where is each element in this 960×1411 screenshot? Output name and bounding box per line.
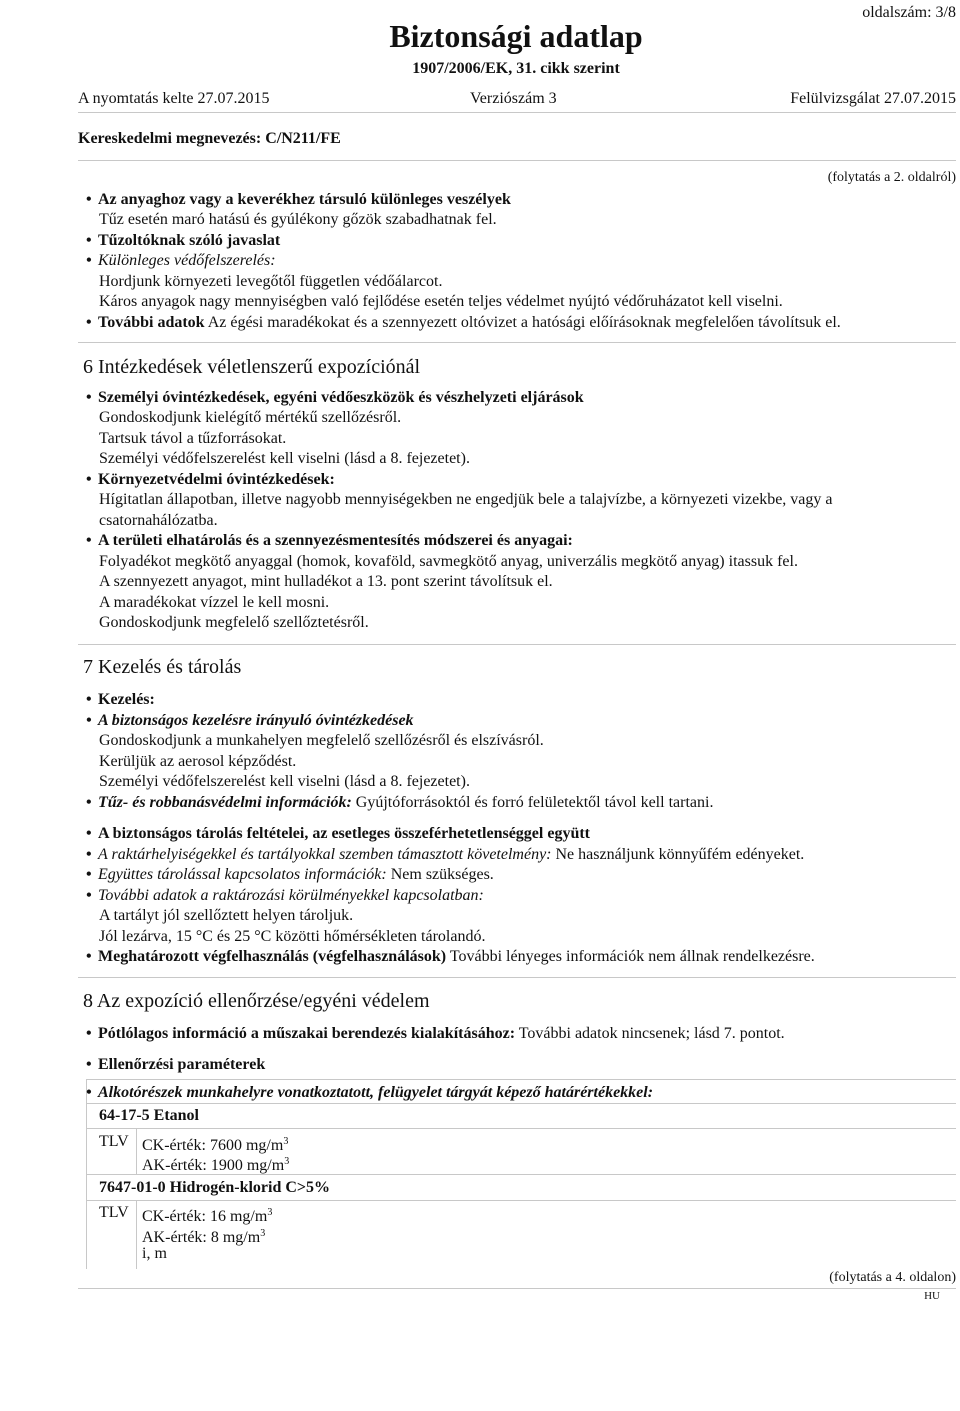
- containment-text-2: A szennyezett anyagot, mint hulladékot a 13. pont szerint távolítsuk el.: [99, 573, 553, 590]
- storage-heading: • A biztonságos tárolás feltételei, az esetleges összeférhetetlenséggel együtt: [99, 824, 590, 844]
- safe-handling-heading: • A biztonságos kezelésre irányuló óvintézkedések: [99, 711, 414, 731]
- table-row-border: [86, 1103, 956, 1104]
- unit-exponent: 3: [267, 1207, 273, 1218]
- substance-hydrogen-chloride: 7647-01-0 Hidrogén-klorid C>5%: [99, 1179, 331, 1196]
- continued-to-note: (folytatás a 4. oldalon): [829, 1270, 956, 1285]
- header-divider: [78, 112, 956, 113]
- section-divider: [78, 644, 956, 645]
- personal-precautions-2: Tartsuk távol a tűzforrásokat.: [99, 430, 287, 447]
- ethanol-ak-text: AK-érték: 1900 mg/m: [142, 1157, 285, 1174]
- fire-protection-line: [99, 793, 713, 813]
- limit-values-heading: • Alkotórészek munkahelyre vonatkoztatott, felügyelet tárgyát képező határértékekkel:: [99, 1083, 653, 1103]
- joint-storage-heading: Együttes tárolással kapcsolatos információk:: [98, 866, 387, 883]
- special-hazards-text: Tűz esetén maró hatású és gyúlékony gőzök szabadhatnak fel.: [99, 211, 497, 228]
- special-hazards-heading: • Az anyaghoz vagy a keverékhez társuló különleges veszélyek: [99, 190, 511, 210]
- further-data-text: Az égési maradékokat és a szennyezett oltóvizet a hatósági előírásoknak megfelelően távolítsuk el.: [204, 314, 841, 331]
- section-6-title: 6 Intézkedések véletlenszerű expozíciónál: [83, 356, 421, 378]
- revision-date: Felülvizsgálat 27.07.2015: [790, 90, 956, 107]
- unit-exponent: 3: [260, 1228, 266, 1239]
- storage-further-2: Jól lezárva, 15 °C és 25 °C közötti hőmérsékleten tárolandó.: [99, 928, 486, 945]
- additional-info-heading: Pótlólagos információ a műszakai berendezés kialakításához:: [98, 1025, 516, 1042]
- print-date: A nyomtatás kelte 27.07.2015: [78, 90, 270, 107]
- end-use-text: További lényeges információk nem állnak rendelkezésre.: [446, 948, 815, 965]
- hcl-ck-text: CK-érték: 16 mg/m: [142, 1208, 268, 1225]
- document-subtitle: 1907/2006/EK, 31. cikk szerint: [412, 60, 620, 77]
- unit-exponent: 3: [284, 1156, 290, 1167]
- end-use-line: [99, 947, 815, 967]
- ppe-text-2: Káros anyagok nagy mennyiségben való fejlődése esetén teljes védelmet nyújtó védőruházatot kell viselni.: [99, 293, 783, 310]
- page-number: oldalszám: 3/8: [862, 4, 956, 21]
- section-8-title: 8 Az expozíció ellenőrzése/egyéni védelem: [83, 990, 430, 1012]
- ethanol-ck-text: CK-érték: 7600 mg/m: [142, 1137, 284, 1154]
- containment-text-3: A maradékokat vízzel le kell mosni.: [99, 594, 330, 611]
- hcl-limit-type: TLV: [99, 1204, 129, 1221]
- containment-heading: • A területi elhatárolás és a szennyezésmentesítés módszerei és anyagai:: [99, 531, 573, 551]
- substance-ethanol: 64-17-5 Etanol: [99, 1107, 199, 1124]
- storage-requirement-line: [99, 845, 804, 865]
- table-row-border: [86, 1174, 956, 1175]
- table-column-divider: [136, 1200, 137, 1269]
- containment-text-1: Folyadékot megkötő anyaggal (homok, kovaföld, savmegkötő anyag, univerzális megkötő anyag) itassuk fel.: [99, 553, 798, 570]
- section-divider: [78, 342, 956, 343]
- end-use-heading: Meghatározott végfelhasználás (végfelhasználások): [98, 948, 447, 965]
- document-title: Biztonsági adatlap: [389, 18, 643, 54]
- handling-heading: • Kezelés:: [99, 690, 155, 710]
- ethanol-limit-type: TLV: [99, 1133, 129, 1150]
- table-row-border: [86, 1128, 956, 1129]
- additional-info-line: [99, 1024, 785, 1044]
- firefighters-heading: • Tűzoltóknak szóló javaslat: [99, 231, 280, 251]
- personal-precautions-1: Gondoskodjunk kielégítő mértékű szellőzésről.: [99, 409, 402, 426]
- hcl-ak-text: AK-érték: 8 mg/m: [142, 1229, 261, 1246]
- table-column-divider: [136, 1128, 137, 1174]
- further-data-heading: További adatok: [98, 314, 205, 331]
- additional-info-text: További adatok nincsenek; lásd 7. pontot.: [515, 1025, 785, 1042]
- unit-exponent: 3: [283, 1136, 289, 1147]
- language-code: HU: [924, 1290, 940, 1302]
- footer-divider: [78, 1288, 956, 1289]
- personal-precautions-3: Személyi védőfelszerelést kell viselni (lásd a 8. fejezetet).: [99, 450, 470, 467]
- table-top-border: [86, 1079, 956, 1080]
- personal-precautions-heading: • Személyi óvintézkedések, egyéni védőeszközök és vészhelyzeti eljárások: [99, 388, 584, 408]
- safe-handling-3: Személyi védőfelszerelést kell viselni (lásd a 8. fejezetet).: [99, 773, 470, 790]
- fire-protection-heading: Tűz- és robbanásvédelmi információk:: [98, 794, 352, 811]
- hcl-notation: i, m: [142, 1245, 167, 1262]
- header-divider-2: [78, 160, 956, 161]
- trade-name: Kereskedelmi megnevezés: C/N211/FE: [78, 130, 341, 147]
- storage-requirement-text: Ne használjunk könnyűfém edényeket.: [551, 846, 805, 863]
- environmental-heading: • Környezetvédelmi óvintézkedések:: [99, 470, 335, 490]
- joint-storage-line: [99, 865, 494, 885]
- safe-handling-2: Kerüljük az aerosol képződést.: [99, 753, 297, 770]
- ppe-heading: • Különleges védőfelszerelés:: [99, 251, 276, 271]
- environmental-text-2: csatornahálózatba.: [99, 512, 218, 529]
- safe-handling-1: Gondoskodjunk a munkahelyen megfelelő szellőzésről és elszívásról.: [99, 732, 544, 749]
- storage-further-1: A tartályt jól szellőztett helyen tároljuk.: [99, 907, 354, 924]
- section-7-title: 7 Kezelés és tárolás: [83, 656, 242, 678]
- ethanol-ak-value: [142, 1152, 289, 1176]
- fire-protection-text: Gyújtóforrásoktól és forró felületektől távol kell tartani.: [351, 794, 714, 811]
- version-number: Verziószám 3: [470, 90, 557, 107]
- section-divider: [78, 977, 956, 978]
- environmental-text-1: Hígitatlan állapotban, illetve nagyobb mennyiségekben ne engedjük bele a talajvízbe, a környezeti vizekbe, vagy a: [99, 491, 833, 508]
- further-data-line: [99, 313, 841, 333]
- ppe-text-1: Hordjunk környezeti levegőtől független védőálarcot.: [99, 273, 443, 290]
- joint-storage-text: Nem szükséges.: [386, 866, 494, 883]
- control-parameters-heading: • Ellenőrzési paraméterek: [99, 1055, 265, 1075]
- table-row-border: [86, 1200, 956, 1201]
- containment-text-4: Gondoskodjunk megfelelő szellőztetésről.: [99, 614, 369, 631]
- storage-further-heading: • További adatok a raktározási körülményekkel kapcsolatban:: [99, 886, 484, 906]
- storage-requirement-heading: A raktárhelyiségekkel és tartályokkal szemben támasztott követelmény:: [98, 846, 552, 863]
- continued-from-note: (folytatás a 2. oldalról): [827, 170, 956, 185]
